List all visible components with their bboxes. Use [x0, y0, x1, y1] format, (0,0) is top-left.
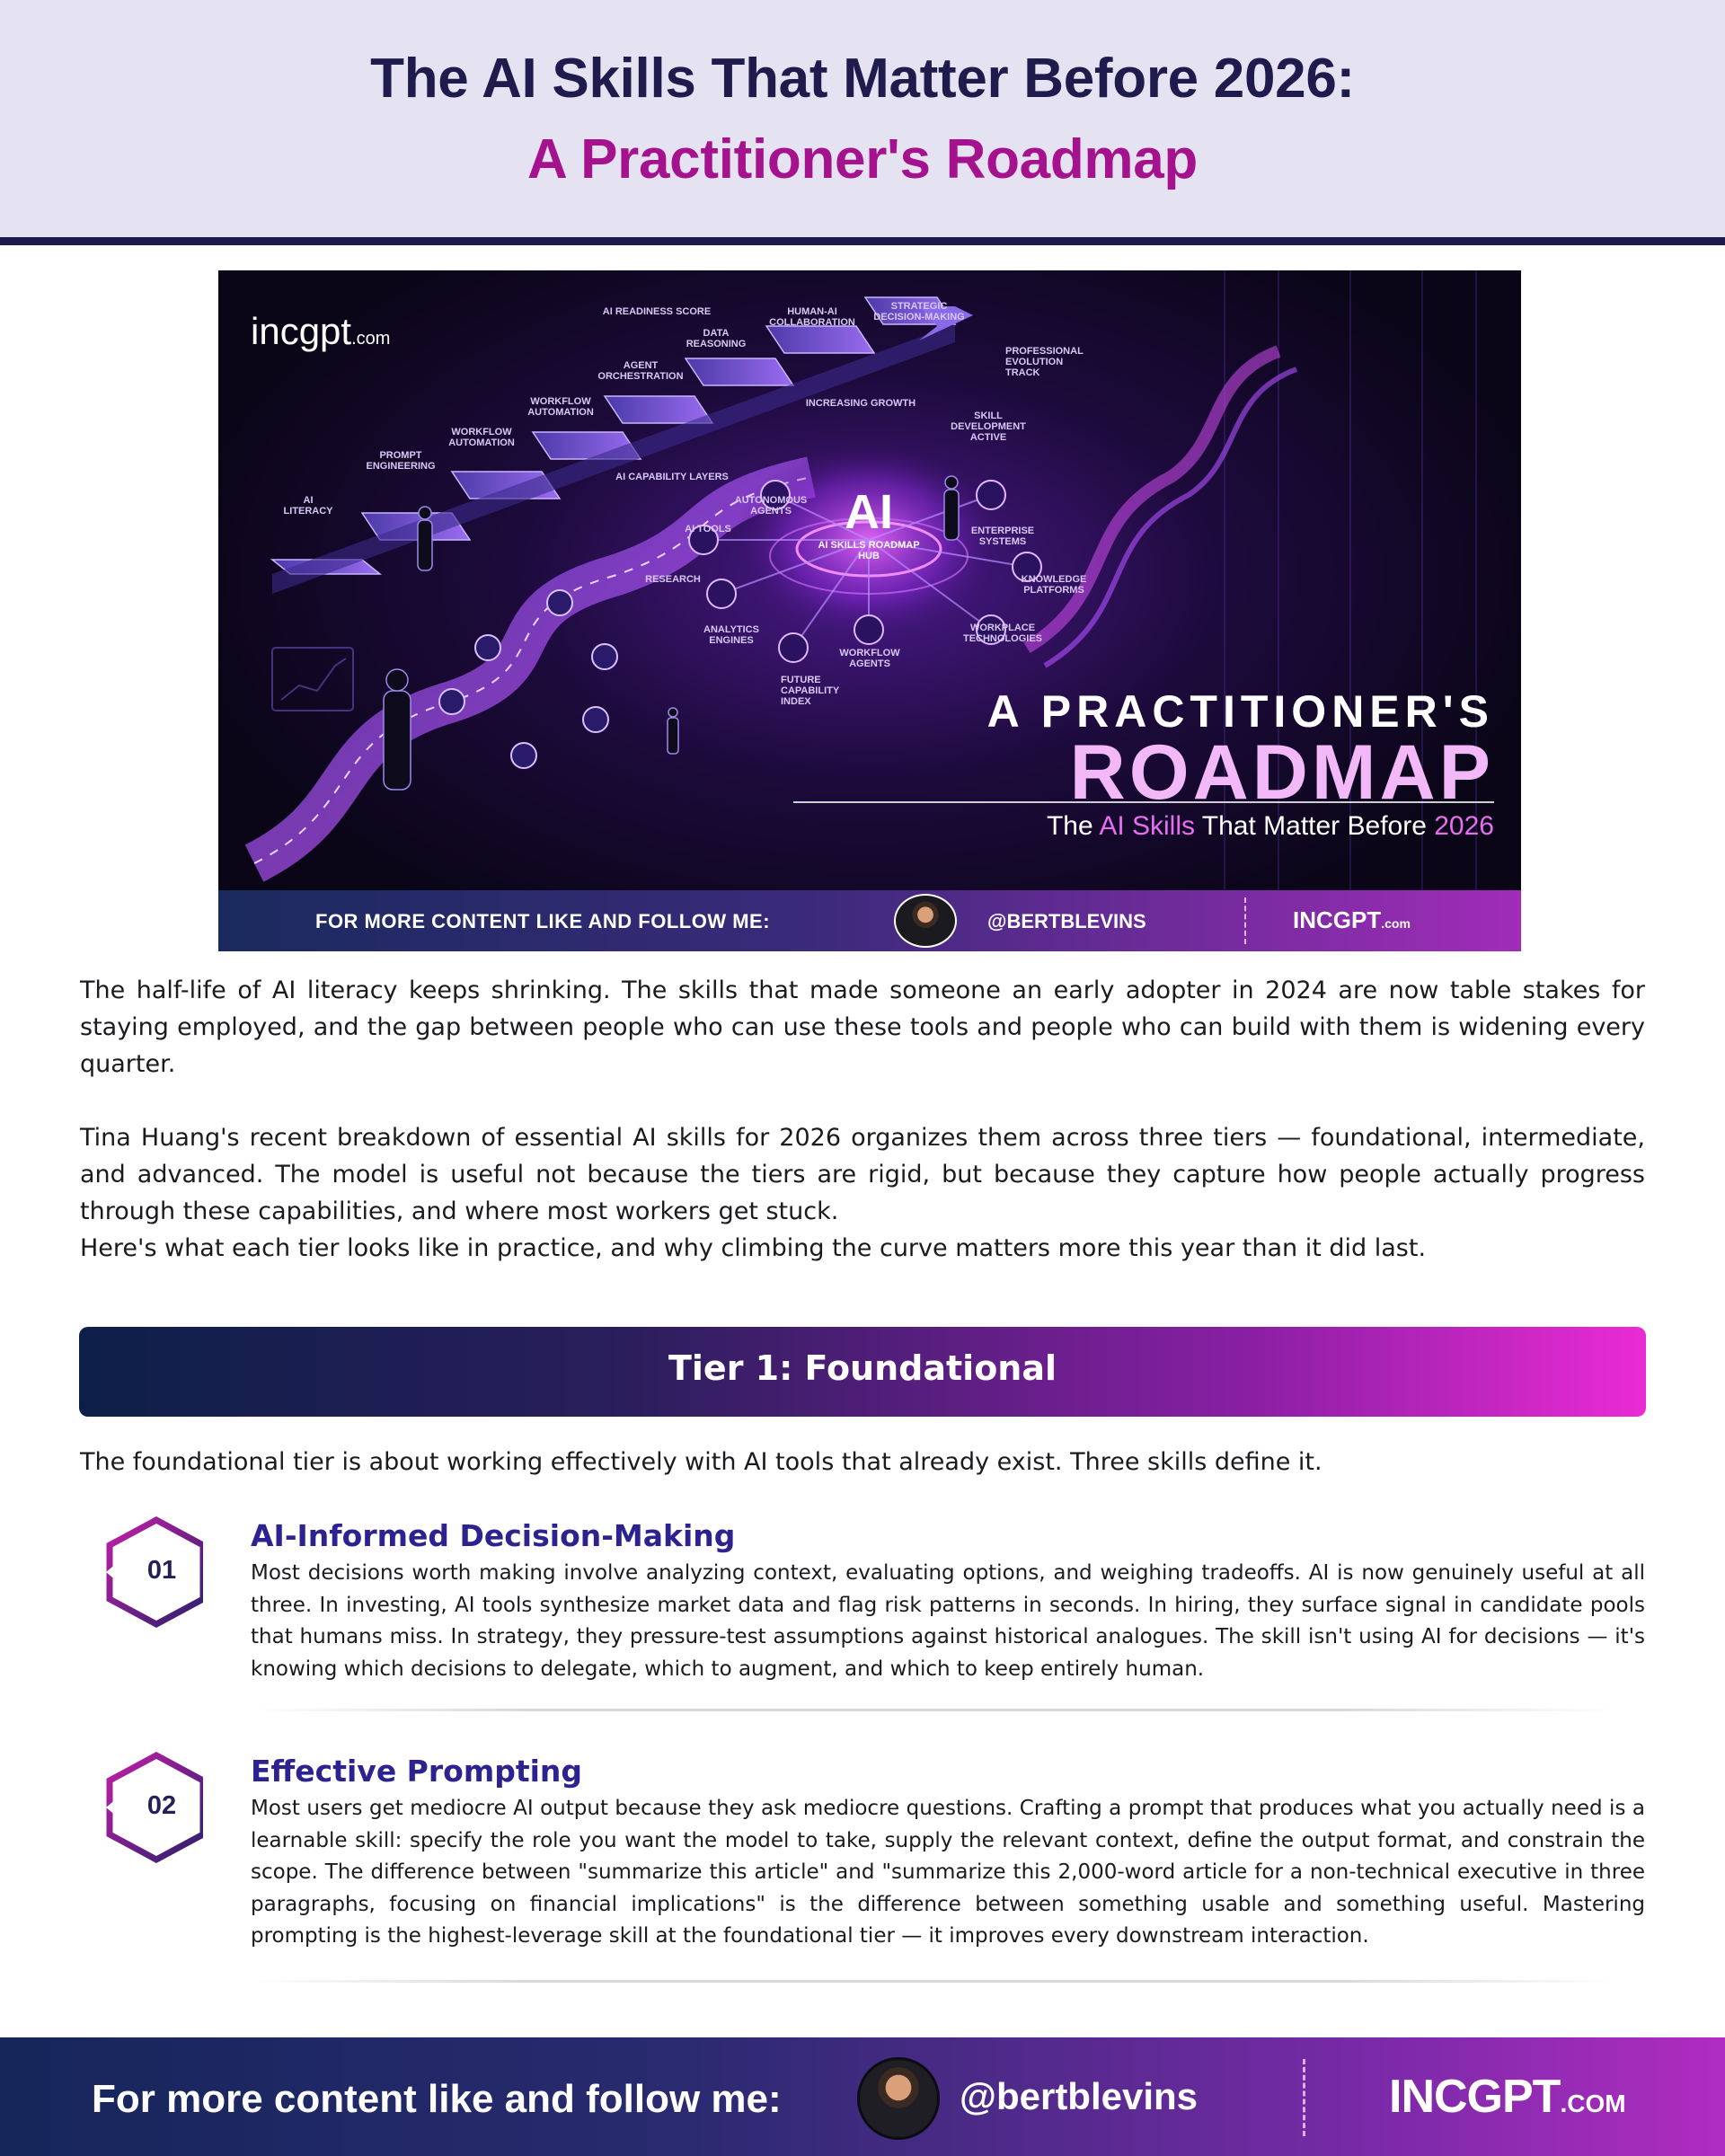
hero-bar-logo: INCGPT.com — [1293, 906, 1411, 933]
hero-label-workplace-technologies: WORKPLACE TECHNOLOGIES — [962, 623, 1042, 644]
hero-label-ai-readiness-score: AI READINESS SCORE — [602, 306, 712, 317]
hero-label-ai-capability-layers: AI CAPABILITY LAYERS — [615, 472, 729, 482]
footer-handle-link[interactable]: @bertblevins — [960, 2075, 1199, 2117]
hero-label-workflow-agents: WORKFLOW AGENTS — [839, 648, 900, 669]
hero-label-data-reasoning: DATA REASONING — [686, 328, 747, 349]
hero-label-professional-evolution-track: PROFESSIONAL EVOLUTION TRACK — [1005, 346, 1084, 378]
skill-title-02: Effective Prompting — [251, 1754, 583, 1789]
hero-follow-cta: FOR MORE CONTENT LIKE AND FOLLOW ME: — [315, 910, 771, 932]
footer-follow-cta: For more content like and follow me: — [92, 2077, 782, 2121]
page-subtitle: A Practitioner's Roadmap — [527, 128, 1198, 190]
skill-number: 02 — [146, 1791, 177, 1820]
tier-1-title: Tier 1: Foundational — [668, 1348, 1057, 1388]
skill-title-01: AI-Informed Decision-Making — [251, 1518, 736, 1553]
tier-1-intro: The foundational tier is about working effectively with AI tools that already exist. Three skills define it. — [80, 1448, 1322, 1476]
footer-divider — [1303, 2059, 1305, 2136]
hero-label-agent-orchestration: AGENT ORCHESTRATION — [597, 360, 684, 382]
skill-badge-02 — [104, 1752, 203, 1863]
hero-avatar — [894, 894, 957, 948]
hero-banner-image — [218, 270, 1521, 951]
skill-divider — [251, 1709, 1616, 1711]
tier-1-banner — [79, 1327, 1646, 1417]
intro-paragraph-group — [80, 1119, 1645, 1267]
hero-label-analytics-engines: ANALYTICS ENGINES — [703, 624, 759, 646]
page-header — [0, 0, 1725, 237]
skill-number: 01 — [146, 1556, 177, 1585]
hero-label-increasing-growth: INCREASING GROWTH — [805, 398, 916, 409]
intro-paragraph-3: Here's what each tier looks like in practice, and why climbing the curve matters more this year than it did last. — [80, 1234, 1427, 1262]
intro-paragraph-1: The half-life of AI literacy keeps shrinking. The skills that made someone an early adopter in 2024 are now table stakes for staying employed, and the gap between people who can use these tools and people who can build with them is widening every quarter. — [80, 976, 1645, 1078]
hero-brand-logo: incgpt.com — [251, 310, 391, 352]
page-footer — [0, 2037, 1725, 2156]
hero-label-workflow-automation-2: WORKFLOW AUTOMATION — [527, 396, 594, 418]
footer-avatar — [857, 2057, 940, 2140]
hero-label-human-ai-collaboration: HUMAN-AI COLLABORATION — [769, 306, 855, 328]
hero-label-ai-literacy: AI LITERACY — [283, 495, 333, 517]
hero-follow-bar — [218, 890, 1521, 951]
hero-label-autonomous-agents: AUTONOMOUS AGENTS — [734, 495, 808, 517]
skill-divider — [251, 1980, 1616, 1983]
hero-bar-divider — [1244, 897, 1246, 944]
page-title: The AI Skills That Matter Before 2026: — [370, 48, 1355, 110]
hero-headline-line1: A PRACTITIONER'S — [986, 686, 1494, 737]
hero-label-workflow-automation-1: WORKFLOW AUTOMATION — [448, 427, 515, 448]
hero-headline-line2: ROADMAP — [1069, 729, 1494, 816]
footer-logo: INCGPT.COM — [1389, 2071, 1626, 2123]
skill-body-02: Most users get mediocre AI output because they ask mediocre questions. Crafting a prompt that produces what you actually need is a learnable skill: specify the role you want the model to take, supply the relevant context, define the output format, and constrain the scope. The difference between "summarize this article" and "summarize this 2,000-word article for a non-technical executive in three paragraphs, focusing on financial implications" is the difference between something usable and something useful. Mastering prompting is the highest-leverage skill at the foundational tier — it improves every downstream interaction. — [251, 1797, 1645, 1948]
hero-hub-title: AI — [845, 485, 893, 539]
intro-paragraph-2: Tina Huang's recent breakdown of essential AI skills for 2026 organizes them across three tiers — foundational, intermediate, and advanced. The model is useful not because the tiers are rigid, but because they capture how people actually progress through these capabilities, and where most workers get stuck. — [80, 1124, 1645, 1225]
hero-label-prompt-engineering: PROMPT ENGINEERING — [366, 450, 436, 472]
hero-illustration — [218, 270, 1521, 951]
hero-label-enterprise-systems: ENTERPRISE SYSTEMS — [970, 526, 1035, 547]
hero-handle: @BERTBLEVINS — [987, 910, 1146, 932]
hero-headline-line3: The AI Skills That Matter Before 2026 — [1046, 811, 1494, 841]
hero-label-skill-development-active: SKILL DEVELOPMENT ACTIVE — [951, 411, 1026, 443]
hero-hub-caption: AI SKILLS ROADMAP HUB — [818, 540, 920, 561]
header-divider — [0, 237, 1725, 245]
skill-body-01: Most decisions worth making involve analyzing context, evaluating options, and weighing tradeoffs. AI is now genuinely useful at all three. In investing, AI tools synthesize market data and flag risk patterns in seconds. In hiring, they surface signal in candidate pools that humans miss. In strategy, they pressure-test assumptions against historical analogues. The skill isn't using AI for decisions — it's knowing which decisions to delegate, which to augment, and which to keep entirely human. — [251, 1561, 1645, 1681]
skill-badge-01 — [104, 1516, 203, 1628]
hero-label-ai-tools: AI TOOLS — [685, 524, 731, 535]
hero-label-knowledge-platforms: KNOWLEDGE PLATFORMS — [1021, 574, 1087, 596]
hero-label-future-capability-index: FUTURE CAPABILITY INDEX — [781, 675, 839, 707]
hero-label-research: RESEARCH — [645, 574, 701, 585]
hero-label-strategic-decision-making: STRATEGIC DECISION-MAKING — [873, 301, 965, 323]
